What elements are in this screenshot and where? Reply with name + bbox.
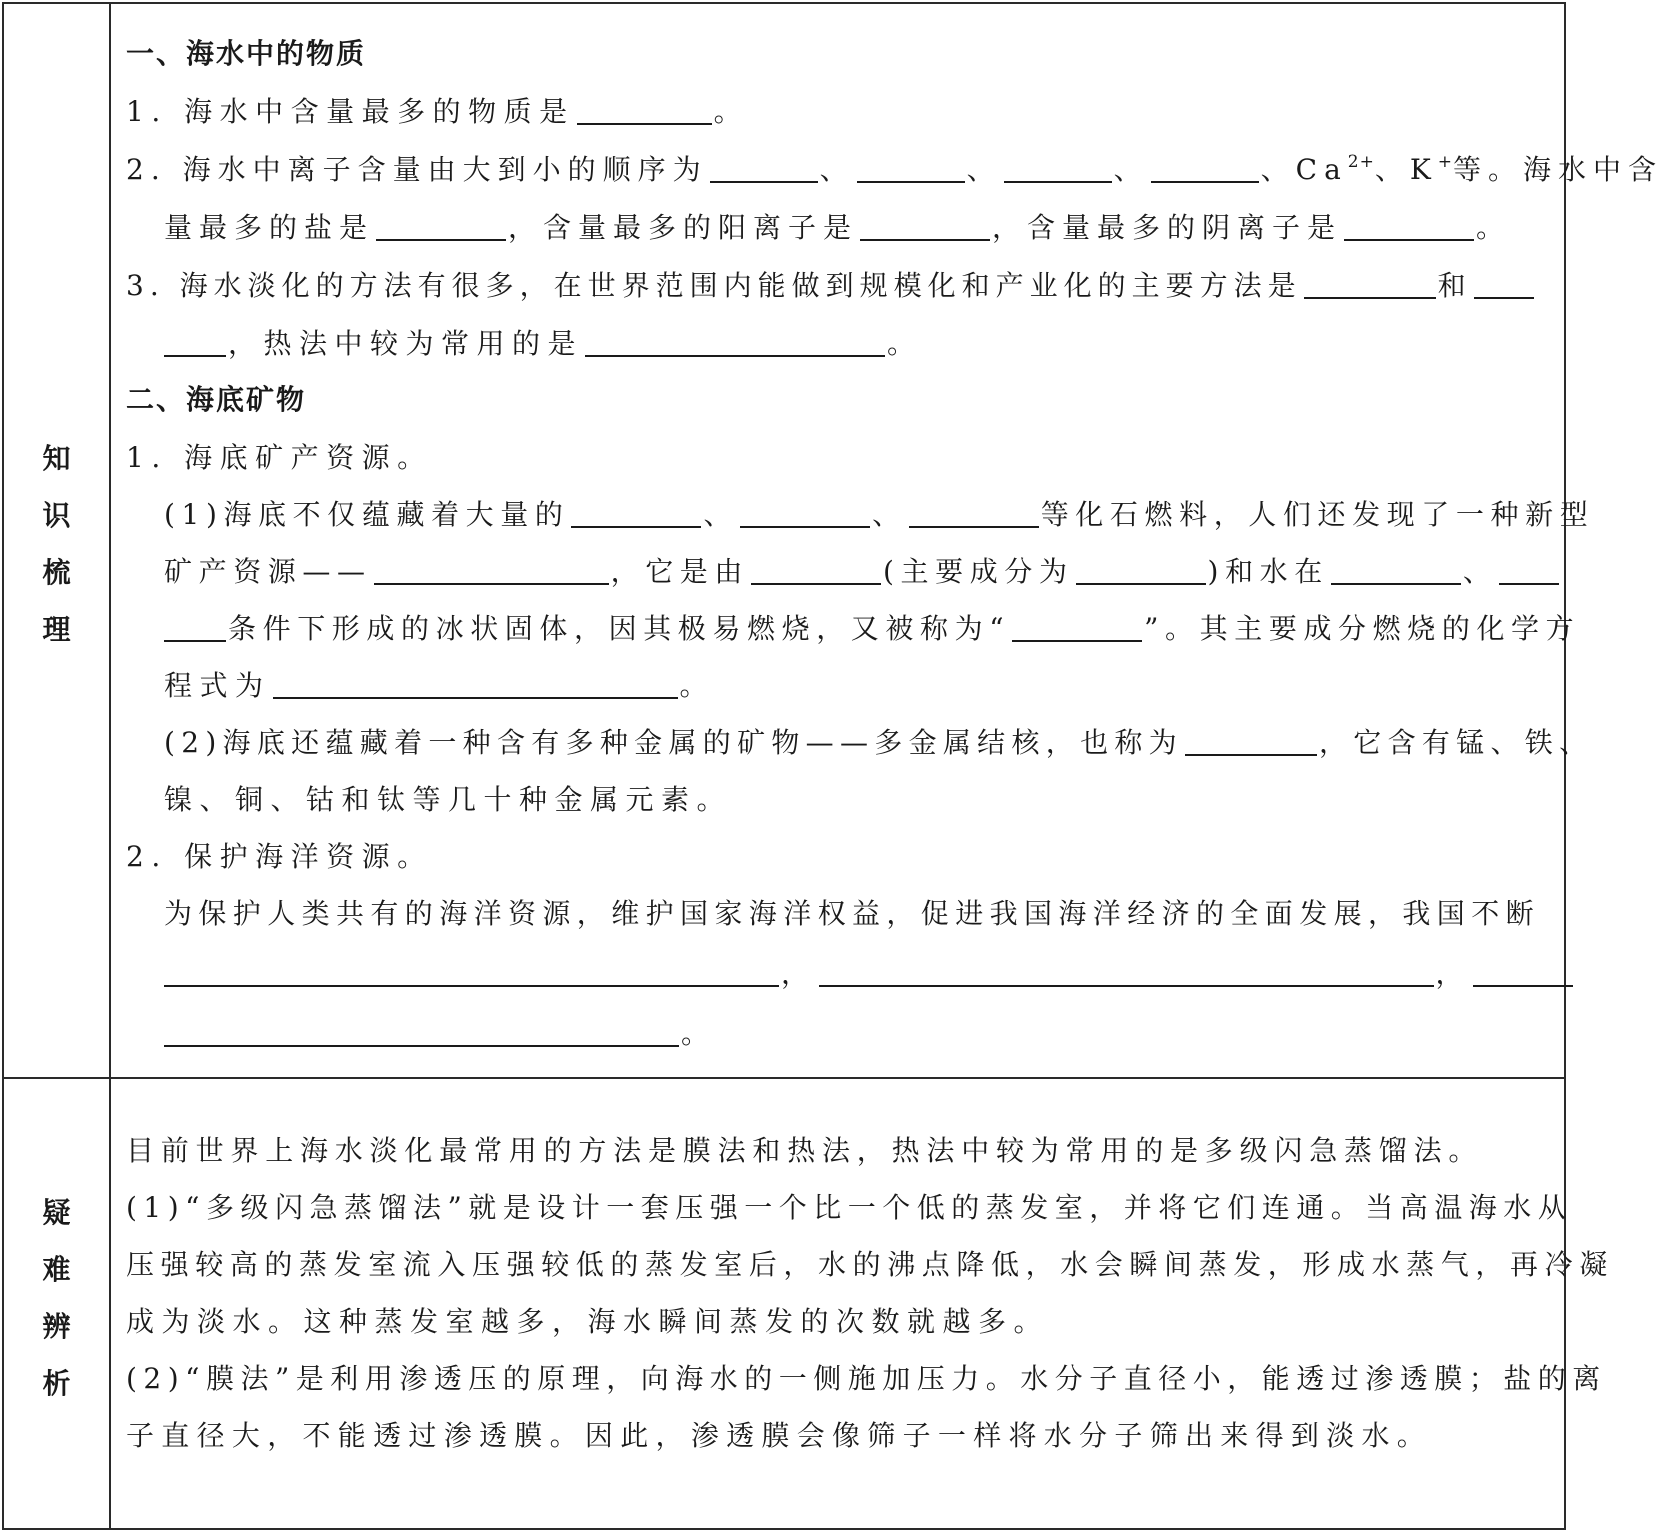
sidebar-char: 理: [42, 613, 71, 646]
answer-blank[interactable]: [909, 496, 1039, 528]
answer-blank[interactable]: [577, 93, 712, 125]
answer-blank[interactable]: [585, 325, 885, 357]
section-heading: 二、海底矿物: [126, 383, 307, 416]
sidebar-char: 识: [42, 499, 71, 532]
answer-blank[interactable]: [1473, 955, 1573, 987]
answer-blank[interactable]: [1185, 724, 1317, 756]
question-line: (2)海底还蕴藏着一种含有多种金属的矿物——多金属结核，也称为 ，它含有锰、铁、: [164, 726, 1594, 759]
question-line: 3. 海水淡化的方法有很多，在世界范围内能做到规模化和产业化的主要方法是 和: [126, 266, 1536, 306]
answer-blank[interactable]: [376, 209, 506, 241]
analysis-line: 目前世界上海水淡化最常用的方法是膜法和热法，热法中较为常用的是多级闪急蒸馏法。: [126, 1134, 1484, 1167]
question-line: ， ，: [164, 954, 1575, 994]
answer-blank[interactable]: [374, 553, 609, 585]
row-divider: [4, 1077, 1564, 1079]
answer-blank[interactable]: [710, 151, 818, 183]
analysis-line: (1)“多级闪急蒸馏法”就是设计一套压强一个比一个低的蒸发室，并将它们连通。当高温海水从: [126, 1191, 1573, 1224]
analysis-line: 压强较高的蒸发室流入压强较低的蒸发室后，水的沸点降低，水会瞬间蒸发，形成水蒸气，再冷凝: [126, 1248, 1614, 1281]
answer-blank[interactable]: [164, 325, 226, 357]
question-line: 量最多的盐是 ，含量最多的阳离子是 ，含量最多的阴离子是 。: [164, 211, 1512, 244]
sidebar-char: 析: [42, 1367, 71, 1400]
subsection-title: 1. 海底矿产资源。: [126, 441, 433, 474]
sidebar-char: 梳: [42, 556, 71, 589]
answer-blank[interactable]: [1012, 610, 1142, 642]
question-line: 2. 海水中离子含量由大到小的顺序为 、 、 、 、$Ca^{2+}$、K+等。海水中含: [126, 152, 1663, 186]
question-line: (1)海底不仅蕴藏着大量的 、 、 等化石燃料，人们还发现了一种新型: [164, 498, 1595, 531]
answer-blank[interactable]: [164, 1015, 679, 1047]
sidebar-char: 难: [42, 1253, 71, 1286]
question-line: 1. 海水中含量最多的物质是 。: [126, 95, 750, 128]
answer-blank[interactable]: [1499, 553, 1559, 585]
question-line: 镍、铜、钴和钛等几十种金属元素。: [164, 783, 733, 816]
sidebar-knowledge: [4, 430, 109, 658]
answer-blank[interactable]: [819, 955, 1434, 987]
answer-blank[interactable]: [164, 955, 779, 987]
answer-blank[interactable]: [273, 667, 678, 699]
column-divider: [109, 4, 111, 1528]
answer-blank[interactable]: [751, 553, 881, 585]
sidebar-char: 疑: [42, 1196, 71, 1229]
worksheet-table: [2, 2, 1663, 1530]
question-line: 条件下形成的冰状固体，因其极易燃烧，又被称为“ ”。其主要成分燃烧的化学方: [164, 609, 1580, 649]
question-line: ，热法中较为常用的是 。: [164, 324, 923, 364]
subsection-title: 2. 保护海洋资源。: [126, 840, 433, 873]
sidebar-char: 辨: [42, 1310, 71, 1343]
analysis-line: 成为淡水。这种蒸发室越多，海水瞬间蒸发的次数就越多。: [126, 1305, 1050, 1338]
answer-blank[interactable]: [1474, 267, 1534, 299]
answer-blank[interactable]: [164, 610, 226, 642]
answer-blank[interactable]: [1076, 553, 1206, 585]
answer-blank[interactable]: [571, 496, 701, 528]
sidebar-difficulty: [4, 1184, 109, 1412]
analysis-line: 子直径大，不能透过渗透膜。因此，渗透膜会像筛子一样将水分子筛出来得到淡水。: [126, 1419, 1433, 1452]
question-line: 为保护人类共有的海洋资源，维护国家海洋权益，促进我国海洋经济的全面发展，我国不断: [164, 897, 1541, 930]
question-line: 。: [164, 1014, 717, 1054]
answer-blank[interactable]: [1151, 151, 1259, 183]
answer-blank[interactable]: [860, 209, 990, 241]
answer-blank[interactable]: [1331, 553, 1461, 585]
section-heading: 一、海水中的物质: [126, 37, 367, 70]
question-line: 程式为 。: [164, 669, 716, 702]
answer-blank[interactable]: [1304, 267, 1436, 299]
answer-blank[interactable]: [857, 151, 965, 183]
answer-blank[interactable]: [740, 496, 870, 528]
analysis-line: (2)“膜法”是利用渗透压的原理，向海水的一侧施加压力。水分子直径小，能透过渗透膜；盐的离: [126, 1362, 1607, 1395]
answer-blank[interactable]: [1344, 209, 1474, 241]
question-line: 矿产资源—— ，它是由 (主要成分为 )和水在 、: [164, 552, 1561, 592]
answer-blank[interactable]: [1004, 151, 1112, 183]
sidebar-char: 知: [42, 442, 71, 475]
